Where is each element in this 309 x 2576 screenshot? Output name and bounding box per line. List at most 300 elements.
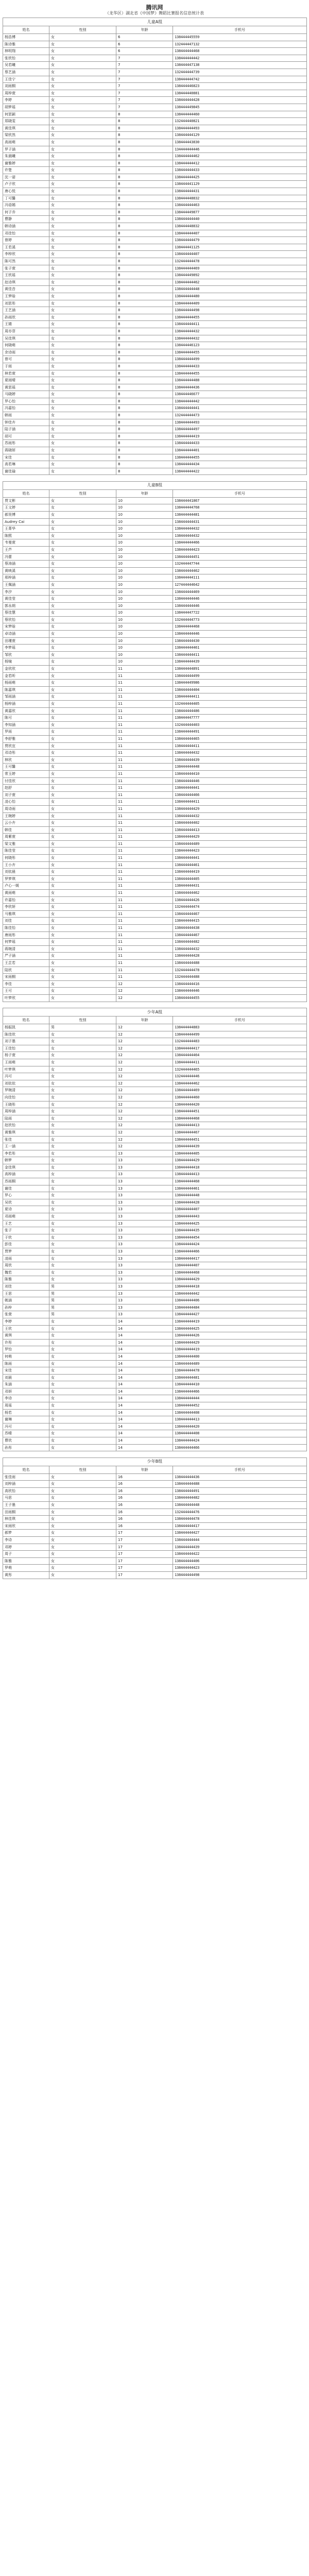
- cell-age: 8: [116, 202, 173, 209]
- table-row: [3, 1143, 307, 1150]
- cell-phone: 138444444439: [173, 658, 307, 666]
- cell-gender: 女: [49, 1241, 116, 1248]
- cell-name: 凌雨: [3, 1255, 49, 1262]
- table-row: [3, 1332, 307, 1340]
- cell-phone: 138444444431: [173, 188, 307, 195]
- cell-name: 高雨萌: [3, 139, 49, 146]
- cell-age: 10: [116, 504, 173, 512]
- cell-gender: 女: [49, 132, 116, 139]
- cell-name: 钟佳卉: [3, 419, 49, 426]
- cell-name: 叶梦欣: [3, 994, 49, 1002]
- table-row: [3, 237, 307, 244]
- table-row: [3, 1557, 307, 1565]
- cell-gender: 女: [49, 974, 116, 981]
- cell-name: 邓妍: [3, 1388, 49, 1395]
- table-row: [3, 574, 307, 582]
- table-row: [3, 1269, 307, 1276]
- cell-phone: 138444444486: [173, 707, 307, 715]
- cell-age: 11: [116, 812, 173, 820]
- table-row: [3, 1430, 307, 1437]
- table-row: [3, 1516, 307, 1523]
- cell-age: 11: [116, 834, 173, 841]
- table-row: [3, 440, 307, 447]
- cell-name: 罗怡: [3, 1346, 49, 1353]
- table-row: [3, 209, 307, 216]
- cell-age: 11: [116, 931, 173, 939]
- table-row: [3, 875, 307, 883]
- cell-name: 陈雅: [3, 1557, 49, 1565]
- cell-name: 蔡艺涵: [3, 69, 49, 76]
- cell-name: 夏诗: [3, 1206, 49, 1213]
- cell-age: 10: [116, 539, 173, 547]
- cell-name: 罗心: [3, 1192, 49, 1199]
- cell-age: 10: [116, 518, 173, 526]
- cell-age: 11: [116, 820, 173, 827]
- cell-gender: 女: [49, 195, 116, 202]
- cell-gender: 女: [49, 174, 116, 181]
- cell-gender: 女: [49, 125, 116, 132]
- cell-name: 蔡欣怡: [3, 616, 49, 623]
- cell-phone: 132444444739: [173, 69, 307, 76]
- table-row: [3, 160, 307, 167]
- cell-gender: 女: [49, 581, 116, 588]
- cell-age: 12: [116, 980, 173, 988]
- cell-name: 姚涵: [3, 1297, 49, 1304]
- cell-gender: 女: [49, 869, 116, 876]
- cell-name: 王佳宁: [3, 76, 49, 83]
- table-row: [3, 742, 307, 750]
- cell-age: 8: [116, 118, 173, 125]
- table-row: [3, 265, 307, 272]
- cell-gender: 女: [49, 1073, 116, 1080]
- table-row: [3, 974, 307, 981]
- table-row: [3, 76, 307, 83]
- cell-gender: 女: [49, 426, 116, 433]
- table-row: [3, 398, 307, 405]
- cell-phone: 132444444476: [173, 1509, 307, 1516]
- cell-phone: 138444444491: [173, 728, 307, 736]
- cell-age: 14: [116, 1374, 173, 1381]
- cell-age: 17: [116, 1571, 173, 1579]
- cell-gender: 女: [49, 910, 116, 918]
- table-row: [3, 945, 307, 953]
- cell-gender: 女: [49, 118, 116, 125]
- cell-name: 贾梦: [3, 1248, 49, 1256]
- cell-age: 7: [116, 69, 173, 76]
- cell-age: 8: [116, 111, 173, 118]
- cell-gender: 女: [49, 440, 116, 447]
- cell-gender: 女: [49, 1199, 116, 1206]
- cell-gender: 女: [49, 76, 116, 83]
- table-row: [3, 356, 307, 363]
- table-row: [3, 988, 307, 995]
- cell-gender: 男: [49, 1311, 116, 1318]
- cell-gender: 女: [49, 855, 116, 862]
- cell-gender: 女: [49, 497, 116, 504]
- cell-age: 6: [116, 34, 173, 41]
- document-subtitle: （龙华区）湖北省《中国梦》舞蹈比赛报名信息统计表: [105, 11, 204, 15]
- cell-name: 魏若: [3, 1269, 49, 1276]
- table-row: [3, 623, 307, 631]
- cell-phone: 138444444428: [173, 1199, 307, 1206]
- table-row: [3, 1423, 307, 1430]
- cell-name: 邓婷: [3, 1544, 49, 1551]
- cell-phone: 138444444467: [173, 910, 307, 918]
- cell-name: 黄映溪: [3, 567, 49, 574]
- cell-age: 11: [116, 840, 173, 848]
- cell-gender: 女: [49, 1374, 116, 1381]
- cell-name: 金若昕: [3, 672, 49, 680]
- cell-phone: 138444444432: [173, 335, 307, 342]
- cell-phone: 138444444451: [173, 1136, 307, 1143]
- cell-age: 8: [116, 398, 173, 405]
- table-row: [3, 939, 307, 946]
- cell-phone: 138444444417: [173, 1255, 307, 1262]
- table-row: [3, 645, 307, 652]
- cell-name: 郭永朗: [3, 602, 49, 609]
- cell-phone: 138444444466: [173, 1248, 307, 1256]
- cell-gender: 女: [49, 511, 116, 518]
- cell-gender: 女: [49, 1360, 116, 1367]
- cell-age: 17: [116, 1536, 173, 1544]
- table-row: [3, 511, 307, 518]
- cell-age: 10: [116, 574, 173, 582]
- cell-age: 8: [116, 426, 173, 433]
- cell-name: 李梦瑶: [3, 645, 49, 652]
- cell-gender: 女: [49, 770, 116, 777]
- table-row: [3, 328, 307, 335]
- table-row: [3, 1073, 307, 1080]
- cell-name: 凌心怡: [3, 799, 49, 806]
- section-title: 少年B组: [3, 1458, 307, 1466]
- cell-gender: 女: [49, 251, 116, 258]
- cell-name: 韩梦: [3, 1157, 49, 1164]
- section-title: 儿童B组: [3, 481, 307, 489]
- cell-name: 何萌: [3, 1353, 49, 1360]
- cell-gender: 女: [49, 90, 116, 97]
- cell-phone: 138444447138: [173, 62, 307, 69]
- table-row: [3, 567, 307, 574]
- cell-phone: 138444444455: [173, 454, 307, 461]
- cell-age: 12: [116, 1136, 173, 1143]
- table-row: [3, 1409, 307, 1416]
- cell-name: 刘思彤: [3, 300, 49, 307]
- cell-name: 张子: [3, 1227, 49, 1234]
- table-row: [3, 1276, 307, 1283]
- cell-phone: 138444444484: [173, 1304, 307, 1311]
- cell-gender: 女: [49, 104, 116, 111]
- table-row: [3, 1388, 307, 1395]
- cell-age: 13: [116, 1262, 173, 1269]
- cell-gender: 女: [49, 1269, 116, 1276]
- cell-gender: 女: [49, 1101, 116, 1108]
- cell-phone: 132444444446: [173, 1073, 307, 1080]
- table-row: [3, 132, 307, 139]
- cell-name: 许楚: [3, 167, 49, 174]
- cell-name: 许嘉怡: [3, 896, 49, 904]
- cell-gender: 女: [49, 553, 116, 561]
- cell-age: 7: [116, 76, 173, 83]
- cell-name: 蒋婉清: [3, 945, 49, 953]
- cell-age: 8: [116, 195, 173, 202]
- table-row: [3, 588, 307, 596]
- cell-name: 余诗雨: [3, 349, 49, 356]
- cell-name: 罗萌: [3, 1565, 49, 1572]
- document-title: 腾讯网: [146, 4, 163, 11]
- cell-phone: 138444444441: [173, 785, 307, 792]
- table-row: [3, 1495, 307, 1502]
- cell-gender: 女: [49, 1129, 116, 1136]
- cell-phone: 138444444489: [173, 840, 307, 848]
- cell-name: 冯可: [3, 1073, 49, 1080]
- table-row: [3, 1157, 307, 1164]
- cell-phone: 138444444420: [173, 1423, 307, 1430]
- cell-phone: 132444444478: [173, 967, 307, 974]
- cell-age: 8: [116, 363, 173, 370]
- cell-name: 杨子萱: [3, 1052, 49, 1059]
- cell-name: 吴若曦: [3, 62, 49, 69]
- cell-phone: 132444444483: [173, 1038, 307, 1045]
- table-row: [3, 616, 307, 623]
- table-row: [3, 715, 307, 722]
- table-row: [3, 1213, 307, 1221]
- cell-name: 林佳琪: [3, 1516, 49, 1523]
- cell-name: 韦曼萱: [3, 539, 49, 547]
- cell-age: 8: [116, 328, 173, 335]
- cell-gender: 女: [49, 925, 116, 932]
- cell-age: 11: [116, 728, 173, 736]
- cell-phone: 138444444469: [173, 588, 307, 596]
- cell-phone: 138444444439: [173, 1544, 307, 1551]
- table-row: [3, 202, 307, 209]
- table-row: [3, 925, 307, 932]
- cell-phone: 138444444405: [173, 1150, 307, 1157]
- table-row: [3, 518, 307, 526]
- cell-name: 王梦晗: [3, 293, 49, 300]
- table-row: [3, 1234, 307, 1241]
- table-row: [3, 735, 307, 742]
- cell-name: 马雅琪: [3, 910, 49, 918]
- cell-phone: 138444447777: [173, 715, 307, 722]
- table-row: [3, 1444, 307, 1451]
- cell-name: 黄嘉欣: [3, 707, 49, 715]
- column-header-phone: 手机号: [173, 26, 307, 34]
- table-row: [3, 750, 307, 757]
- cell-gender: 女: [49, 1416, 116, 1423]
- cell-gender: 女: [49, 728, 116, 736]
- cell-phone: 138444444429: [173, 1276, 307, 1283]
- table-row: [3, 342, 307, 349]
- cell-age: 14: [116, 1325, 173, 1332]
- cell-name: 王可: [3, 988, 49, 995]
- cell-phone: 127444444642: [173, 581, 307, 588]
- cell-name: 张佳雨: [3, 1473, 49, 1481]
- cell-gender: 女: [49, 1276, 116, 1283]
- table-row: [3, 454, 307, 461]
- table-row: [3, 1283, 307, 1290]
- cell-phone: 138444444499: [173, 1031, 307, 1038]
- cell-age: 13: [116, 1164, 173, 1171]
- cell-gender: 女: [49, 468, 116, 475]
- cell-name: 赵舒: [3, 785, 49, 792]
- cell-name: 王艺: [3, 1220, 49, 1227]
- cell-age: 8: [116, 216, 173, 223]
- cell-age: 14: [116, 1360, 173, 1367]
- cell-age: 14: [116, 1423, 173, 1430]
- table-row: [3, 1416, 307, 1423]
- cell-name: 梁欣然: [3, 132, 49, 139]
- cell-phone: 138444444405: [173, 875, 307, 883]
- cell-gender: 女: [49, 1536, 116, 1544]
- table-row: [3, 1220, 307, 1227]
- cell-name: 陈可然: [3, 258, 49, 265]
- cell-gender: 女: [49, 370, 116, 377]
- cell-gender: 女: [49, 735, 116, 742]
- cell-age: 11: [116, 904, 173, 911]
- cell-name: 黄佳莹: [3, 596, 49, 603]
- column-header-gender: 性别: [49, 489, 116, 497]
- cell-name: 陆子涵: [3, 426, 49, 433]
- cell-gender: 女: [49, 314, 116, 321]
- cell-age: 8: [116, 433, 173, 440]
- cell-phone: 138444444462: [173, 890, 307, 897]
- cell-name: 云小卉: [3, 820, 49, 827]
- cell-gender: 女: [49, 918, 116, 925]
- cell-name: 叶梦琪: [3, 1066, 49, 1073]
- table-row: [3, 230, 307, 237]
- cell-gender: 女: [49, 616, 116, 623]
- cell-phone: 138444444418: [173, 1164, 307, 1171]
- cell-age: 13: [116, 1255, 173, 1262]
- table-row: [3, 111, 307, 118]
- column-header-phone: 手机号: [173, 1466, 307, 1473]
- cell-gender: 女: [49, 1213, 116, 1221]
- cell-name: 曹静: [3, 216, 49, 223]
- table-row: [3, 335, 307, 342]
- cell-age: 11: [116, 861, 173, 869]
- cell-gender: 女: [49, 1115, 116, 1122]
- cell-age: 12: [116, 1080, 173, 1087]
- cell-gender: 女: [49, 707, 116, 715]
- cell-age: 10: [116, 616, 173, 623]
- cell-name: 张欣怡: [3, 55, 49, 62]
- cell-phone: 138444444466: [173, 1444, 307, 1451]
- cell-phone: 138444444436: [173, 384, 307, 391]
- cell-gender: 女: [49, 1038, 116, 1045]
- cell-phone: 138444444439: [173, 1143, 307, 1150]
- cell-age: 14: [116, 1346, 173, 1353]
- cell-gender: 女: [49, 405, 116, 412]
- cell-gender: 女: [49, 1059, 116, 1066]
- table-row: [3, 1551, 307, 1558]
- table-row: [3, 1185, 307, 1192]
- table-row: [3, 967, 307, 974]
- cell-age: 8: [116, 188, 173, 195]
- cell-phone: 138444444466: [173, 791, 307, 799]
- cell-phone: 132444444405: [173, 701, 307, 708]
- cell-phone: 138444444406: [173, 1557, 307, 1565]
- table-row: [3, 539, 307, 547]
- cell-name: 孙彤: [3, 1444, 49, 1451]
- cell-gender: 女: [49, 1353, 116, 1360]
- cell-phone: 138444444424: [173, 1437, 307, 1445]
- table-row: [3, 805, 307, 812]
- cell-name: 胡可: [3, 433, 49, 440]
- cell-name: 李汐: [3, 588, 49, 596]
- cell-gender: 女: [49, 1501, 116, 1509]
- cell-gender: 女: [49, 335, 116, 342]
- cell-phone: 132444444474: [173, 904, 307, 911]
- cell-name: 李舒雅: [3, 735, 49, 742]
- cell-age: 13: [116, 1213, 173, 1221]
- cell-phone: 138444444499: [173, 672, 307, 680]
- cell-name: 王佳怡: [3, 1045, 49, 1052]
- cell-age: 13: [116, 1283, 173, 1290]
- cell-age: 8: [116, 454, 173, 461]
- cell-phone: 138444444419: [173, 1346, 307, 1353]
- table-row: [3, 468, 307, 475]
- cell-age: 8: [116, 132, 173, 139]
- cell-phone: 138444449892: [173, 272, 307, 279]
- table-row: [3, 1374, 307, 1381]
- table-row: [3, 596, 307, 603]
- cell-name: 于欣: [3, 1234, 49, 1241]
- cell-name: 黄彤: [3, 1571, 49, 1579]
- cell-name: 卢心一媛: [3, 883, 49, 890]
- cell-phone: 138444444460: [173, 1094, 307, 1101]
- cell-gender: 女: [49, 1094, 116, 1101]
- table-row: [3, 1122, 307, 1129]
- cell-age: 11: [116, 910, 173, 918]
- cell-gender: 女: [49, 97, 116, 104]
- cell-phone: 138444444411: [173, 321, 307, 328]
- cell-gender: 女: [49, 1122, 116, 1129]
- cell-phone: 138444444425: [173, 1220, 307, 1227]
- cell-gender: 女: [49, 1234, 116, 1241]
- cell-name: 贾欣宜: [3, 742, 49, 750]
- cell-phone: 138444444443: [173, 1213, 307, 1221]
- cell-gender: 女: [49, 1066, 116, 1073]
- cell-age: 8: [116, 405, 173, 412]
- cell-name: 罗梦琪: [3, 875, 49, 883]
- cell-phone: 138444444401: [173, 447, 307, 454]
- cell-gender: 女: [49, 799, 116, 806]
- cell-gender: 女: [49, 1388, 116, 1395]
- cell-name: 邓佳怡: [3, 230, 49, 237]
- cell-gender: 女: [49, 307, 116, 314]
- cell-gender: 女: [49, 1143, 116, 1150]
- cell-age: 8: [116, 293, 173, 300]
- cell-name: 胡梦瑶: [3, 104, 49, 111]
- table-row: [3, 391, 307, 398]
- cell-phone: 138444448832: [173, 195, 307, 202]
- cell-phone: 138444444412: [173, 160, 307, 167]
- cell-name: 王文婷: [3, 504, 49, 512]
- cell-gender: 女: [49, 55, 116, 62]
- cell-gender: 男: [49, 1290, 116, 1297]
- column-header-gender: 性别: [49, 1016, 116, 1024]
- cell-phone: 138444444462: [173, 153, 307, 160]
- cell-name: 王小卉: [3, 861, 49, 869]
- cell-age: 10: [116, 561, 173, 568]
- table-row: [3, 181, 307, 188]
- cell-gender: 女: [49, 680, 116, 687]
- cell-gender: 女: [49, 342, 116, 349]
- cell-phone: 138444444448: [173, 764, 307, 771]
- cell-name: 周诗雨: [3, 805, 49, 812]
- cell-gender: 女: [49, 265, 116, 272]
- cell-age: 16: [116, 1495, 173, 1502]
